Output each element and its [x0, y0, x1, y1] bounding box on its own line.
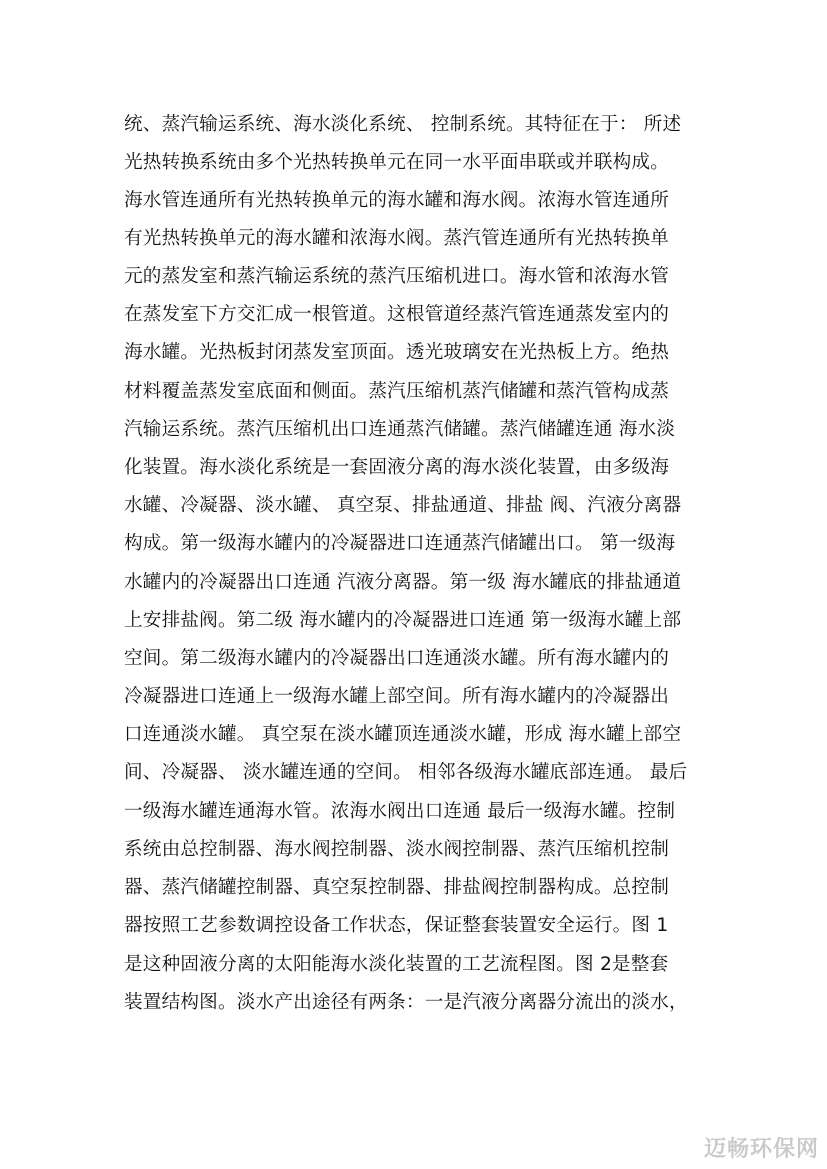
text-line: 器按照工艺参数调控设备工作状态，保证整套装置安全运行。图 1 — [124, 915, 669, 936]
text-line: 器、蒸汽储罐控制器、真空泵控制器、排盐阀控制器构成。总控制 — [124, 877, 670, 898]
text-line: 口连通淡水罐。 真空泵在淡水罐顶连通淡水罐，形成 海水罐上部空 — [124, 724, 682, 745]
text-line: 系统由总控制器、海水阀控制器、淡水阀控制器、蒸汽压缩机控制 — [124, 839, 670, 860]
watermark-logo-text: 迈畅环保网 — [703, 1137, 819, 1162]
text-line: 材料覆盖蒸发室底面和侧面。蒸汽压缩机蒸汽储罐和蒸汽管构成蒸 — [124, 381, 670, 402]
text-line: 上安排盐阀。第二级 海水罐内的冷凝器进口连通 第一级海水罐上部 — [124, 610, 682, 631]
text-line: 汽输运系统。蒸汽压缩机出口连通蒸汽储罐。蒸汽储罐连通 海水淡 — [124, 419, 676, 440]
text-line: 一级海水罐连通海水管。浓海水阀出口连通 最后一级海水罐。控制 — [124, 801, 676, 822]
text-line: 水罐、冷凝器、淡水罐、 真空泵、排盐通道、排盐 阀、汽液分离器 — [124, 495, 682, 516]
text-line: 有光热转换单元的海水罐和浓海水阀。蒸汽管连通所有光热转换单 — [124, 228, 670, 249]
text-line: 统、蒸汽输运系统、海水淡化系统、 控制系统。其特征在于： 所述 — [124, 114, 682, 135]
text-line: 冷凝器进口连通上一级海水罐上部空间。所有海水罐内的冷凝器出 — [124, 686, 670, 707]
text-line: 光热转换系统由多个光热转换单元在同一水平面串联或并联构成。 — [124, 152, 670, 173]
text-line: 间、冷凝器、 淡水罐连通的空间。 相邻各级海水罐底部连通。 最后 — [124, 762, 688, 783]
text-line: 海水罐。光热板封闭蒸发室顶面。透光玻璃安在光热板上方。绝热 — [124, 342, 670, 363]
text-line: 化装置。海水淡化系统是一套固液分离的海水淡化装置，由多级海 — [124, 457, 670, 478]
text-line: 是这种固液分离的太阳能海水淡化装置的工艺流程图。图 2是整套 — [124, 954, 669, 975]
text-line: 装置结构图。淡水产出途径有两条：一是汽液分离器分流出的淡水， — [124, 992, 688, 1013]
text-line: 水罐内的冷凝器出口连通 汽液分离器。第一级 海水罐底的排盐通道 — [124, 572, 682, 593]
text-line: 元的蒸发室和蒸汽输运系统的蒸汽压缩机进口。海水管和浓海水管 — [124, 266, 670, 287]
text-line: 海水管连通所有光热转换单元的海水罐和海水阀。浓海水管连通所 — [124, 190, 670, 211]
text-line: 在蒸发室下方交汇成一根管道。这根管道经蒸汽管连通蒸发室内的 — [124, 304, 670, 325]
text-line: 空间。第二级海水罐内的冷凝器出口连通淡水罐。所有海水罐内的 — [124, 648, 670, 669]
text-line: 构成。第一级海水罐内的冷凝器进口连通蒸汽储罐出口。 第一级海 — [124, 533, 676, 554]
